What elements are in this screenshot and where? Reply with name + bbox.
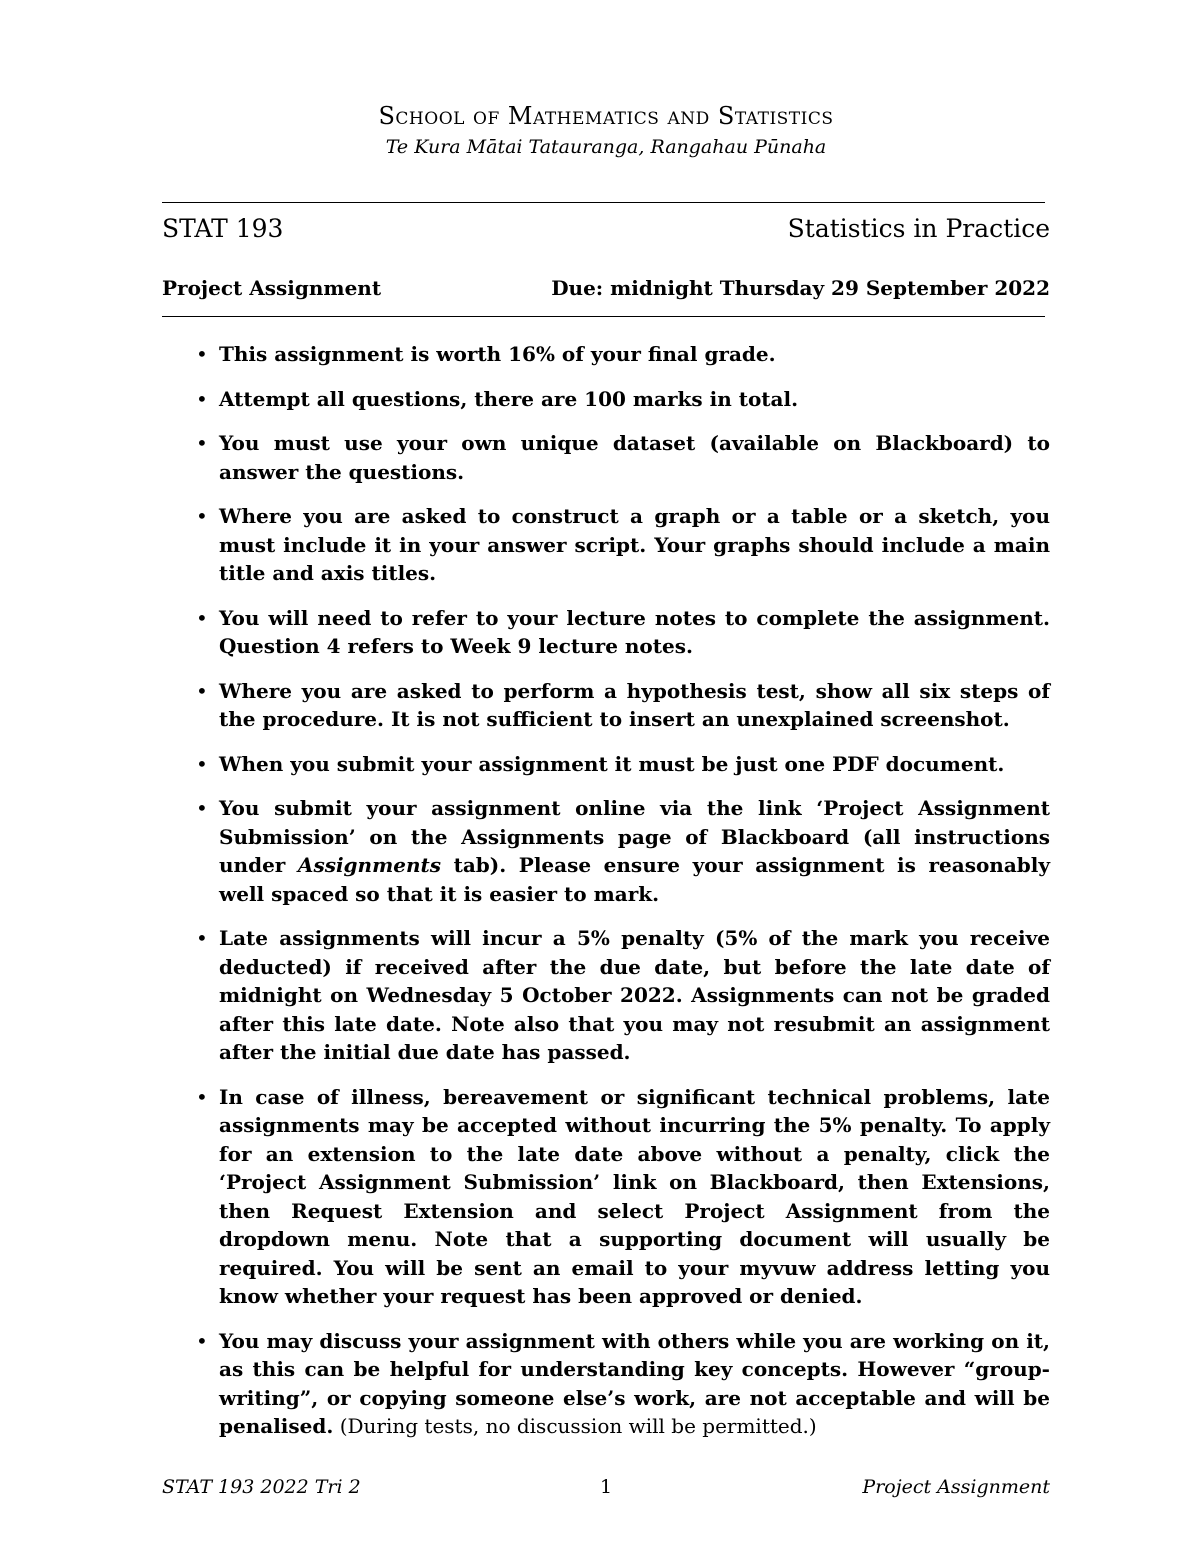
instruction-text-part: You may discuss your assignment with others while you are working on it, as this can be helpful for understanding key concepts. However “group-writing”, or copying someone else’s work, are not acceptable and will be penalised. xyxy=(219,1328,1050,1438)
instruction-text: Where you are asked to construct a graph or a table or a sketch, you must include it in your answer script. Your graphs should include a main title and axis titles. xyxy=(219,504,1050,585)
instructions-list xyxy=(196,340,1050,1457)
bullet-icon: • xyxy=(196,1084,208,1109)
instruction-text: When you submit your assignment it must be just one PDF document. xyxy=(219,751,1005,776)
instruction-text: Where you are asked to perform a hypothesis test, show all six steps of the procedure. It is not sufficient to insert an unexplained screenshot. xyxy=(219,678,1050,731)
bullet-icon: • xyxy=(196,1328,208,1353)
footer-assignment: Project Assignment xyxy=(862,1476,1050,1498)
header-rule-top xyxy=(162,202,1045,203)
bullet-icon: • xyxy=(196,342,208,366)
header-rule-bottom xyxy=(162,316,1045,317)
instruction-text: In case of illness, bereavement or significant technical problems, late assignments may be accepted without incurring the 5% penalty. To apply for an extension to the late date above without a penalty, click the ‘Project Assignment Submission’ link on Blackboard, then Extensions, then Request Extension and select Project Assignment from the dropdown menu. Note that a supporting document will usually be required. You will be sent an email to your myvuw address letting you know whether your request has been approved or denied. xyxy=(219,1084,1050,1308)
bullet-icon: • xyxy=(196,605,208,630)
school-name: School of Mathematics and Statistics xyxy=(378,102,834,130)
instruction-item xyxy=(196,794,1050,908)
instruction-text: Attempt all questions, there are 100 marks in total. xyxy=(219,386,799,411)
instruction-note: (During tests, no discussion will be permitted.) xyxy=(333,1414,817,1438)
footer-course: STAT 193 2022 Tri 2 xyxy=(162,1476,361,1498)
instruction-item xyxy=(196,604,1050,661)
instruction-item xyxy=(196,502,1050,588)
instruction-text: You must use your own unique dataset (available on Blackboard) to answer the questions. xyxy=(219,431,1050,484)
instruction-item xyxy=(196,750,1050,779)
bullet-icon: • xyxy=(196,926,208,950)
bullet-icon: • xyxy=(196,751,208,776)
instruction-item xyxy=(196,677,1050,734)
bullet-icon: • xyxy=(196,431,208,455)
course-title: Statistics in Practice xyxy=(787,214,1050,243)
instruction-item xyxy=(196,924,1050,1067)
instruction-text: You will need to refer to your lecture notes to complete the assignment. Question 4 refers to Week 9 lecture notes. xyxy=(219,605,1050,658)
instruction-text: Late assignments will incur a 5% penalty (5% of the mark you receive deducted) if received after the due date, but before the late date of midnight on Wednesday 5 October 2022. Assignments can not be graded after this late date. Note also that you may not resubmit an assignment after the initial due date has passed. xyxy=(219,926,1050,1064)
instruction-text-part: You submit your assignment online via the link ‘Project Assignment Submission’ on the Assignments page of Blackboard (all instructions under xyxy=(219,796,1050,877)
assignments-tab-emphasis: Assignments xyxy=(297,853,442,877)
bullet-icon: • xyxy=(196,678,208,703)
assignment-name: Project Assignment xyxy=(162,276,382,300)
instruction-item xyxy=(196,1083,1050,1311)
instruction-item xyxy=(196,429,1050,486)
bullet-icon: • xyxy=(196,504,208,528)
instruction-item xyxy=(196,340,1050,369)
bullet-icon: • xyxy=(196,386,208,411)
course-code: STAT 193 xyxy=(162,214,284,243)
instruction-text xyxy=(219,1327,1050,1441)
due-date: Due: midnight Thursday 29 September 2022 xyxy=(551,276,1050,300)
instruction-text xyxy=(219,794,1050,908)
instruction-text: This assignment is worth 16% of your final grade. xyxy=(219,342,776,366)
instruction-text-part: tab). Please ensure your assignment is reasonably well spaced so that it is easier to mark. xyxy=(219,853,1051,906)
instruction-item xyxy=(196,1327,1050,1441)
page-number: 1 xyxy=(599,1476,613,1498)
instruction-item xyxy=(196,385,1050,414)
bullet-icon: • xyxy=(196,796,208,820)
school-name-maori: Te Kura Mātai Tatauranga, Rangahau Pūnaha xyxy=(385,136,827,158)
